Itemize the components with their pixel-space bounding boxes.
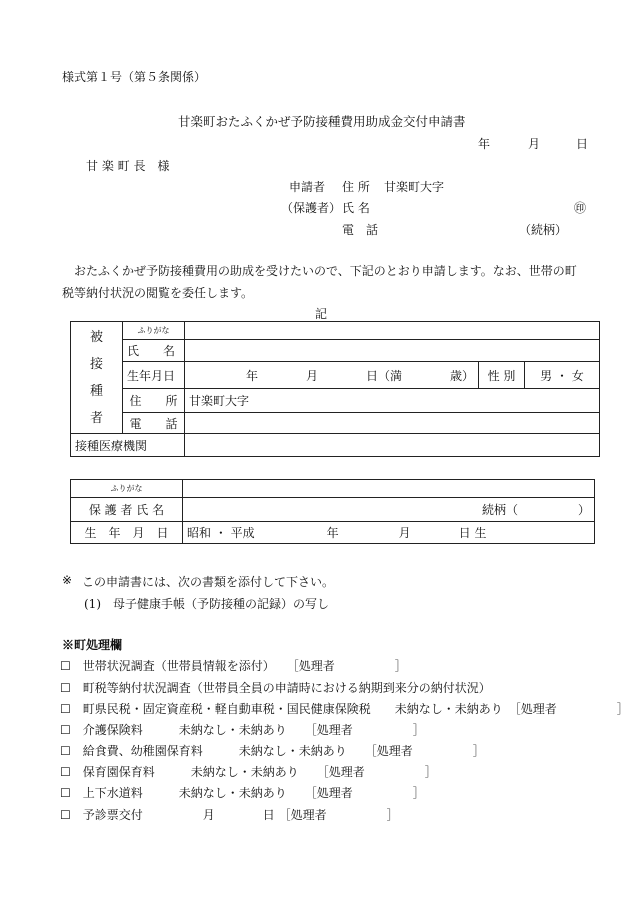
guardian-birth-field[interactable]: 昭和 ・ 平成 年 月 日 生 <box>183 522 595 544</box>
seal-mark: ㊞ <box>574 201 587 215</box>
phone-label: 電 話 <box>123 413 185 434</box>
date-month: 月 <box>528 137 541 151</box>
birth-label: 生年月日 <box>123 362 185 389</box>
ki-label: 記 <box>315 307 328 321</box>
vaccinee-table <box>70 321 600 457</box>
processing-item-school-lunch[interactable]: ☐ 給食費、幼稚園保育料 未納なし・未納あり ［処理者 ］ <box>60 744 485 758</box>
guardian-furigana-field[interactable] <box>183 480 595 498</box>
applicant-name-label: 氏 名 <box>342 201 370 215</box>
processing-heading: ※町処理欄 <box>62 638 123 652</box>
form-title: 甘楽町おたふくかぜ予防接種費用助成金交付申請書 <box>178 114 466 129</box>
processing-item-nursery-fee[interactable]: ☐ 保育園保育料 未納なし・未納あり ［処理者 ］ <box>60 765 437 779</box>
guardian-table <box>70 479 595 544</box>
side-char-3: 種 <box>89 383 103 399</box>
applicant-phone-label: 電 話 <box>342 223 379 237</box>
processing-item-vaccination-slip[interactable]: ☐ 予診票交付 月 日 ［処理者 ］ <box>60 808 399 822</box>
side-char-4: 者 <box>89 410 103 426</box>
body-text-2: 税等納付状況の閲覧を委任します。 <box>62 286 254 300</box>
processing-item-care-insurance[interactable]: ☐ 介護保険料 未納なし・未納あり ［処理者 ］ <box>60 723 425 737</box>
name-field[interactable] <box>185 340 600 362</box>
processing-item-municipal-tax[interactable]: ☐ 町県民税・固定資産税・軽自動車税・国民健康保険税 未納なし・未納あり ［処理者 ］ <box>60 702 629 716</box>
clinic-label: 接種医療機関 <box>71 434 185 457</box>
guardian-birth-label: 生 年 月 日 <box>71 522 183 544</box>
guardian-name-label: 保 護 者 氏 名 <box>71 498 183 522</box>
vaccinee-side-label <box>71 322 123 434</box>
guardian-furigana-label: ふりがな <box>71 480 183 498</box>
note-mark: ※ <box>62 573 73 587</box>
sex-field[interactable]: 男 ・ 女 <box>525 362 600 389</box>
furigana-label: ふりがな <box>123 322 185 340</box>
note-text: この申請書には、次の書類を添付して下さい。 <box>82 575 335 589</box>
applicant-address-value: 甘楽町大字 <box>384 180 445 194</box>
sex-label: 性 別 <box>479 362 525 389</box>
side-char-1: 被 <box>89 329 103 345</box>
body-text-1: おたふくかぜ予防接種費用の助成を受けたいので、下記のとおり申請します。なお、世帯の町 <box>74 264 577 278</box>
address-label: 住 所 <box>123 389 185 413</box>
applicant-guardian-label: （保護者） <box>281 201 342 215</box>
phone-field[interactable] <box>185 413 600 434</box>
birth-field[interactable]: 年 月 日（満 歳） <box>185 362 479 389</box>
clinic-field[interactable] <box>185 434 600 457</box>
form-number: 様式第１号（第５条関係） <box>62 70 207 84</box>
note-item: (1) 母子健康手帳（予防接種の記録）の写し <box>84 597 329 611</box>
processing-item-tax-status[interactable]: ☐ 町税等納付状況調査（世帯員全員の申請時における納期到来分の納付状況） <box>60 681 491 695</box>
applicant-role: 申請者 <box>289 180 326 194</box>
date-day: 日 <box>576 137 589 151</box>
name-label: 氏 名 <box>123 340 185 362</box>
date-year: 年 <box>478 137 491 151</box>
addressee: 甘 楽 町 長 様 <box>86 159 170 173</box>
furigana-field[interactable] <box>185 322 600 340</box>
side-char-2: 接 <box>89 356 103 372</box>
applicant-address-label: 住 所 <box>342 180 370 194</box>
processing-item-household[interactable]: ☐ 世帯状況調査（世帯員情報を添付） ［処理者 ］ <box>60 659 407 673</box>
address-field[interactable]: 甘楽町大字 <box>185 389 600 413</box>
processing-item-water-fee[interactable]: ☐ 上下水道料 未納なし・未納あり ［処理者 ］ <box>60 786 425 800</box>
guardian-relation-field[interactable]: 続柄（ ） <box>183 498 595 522</box>
applicant-relation-label: （続柄） <box>519 223 568 237</box>
